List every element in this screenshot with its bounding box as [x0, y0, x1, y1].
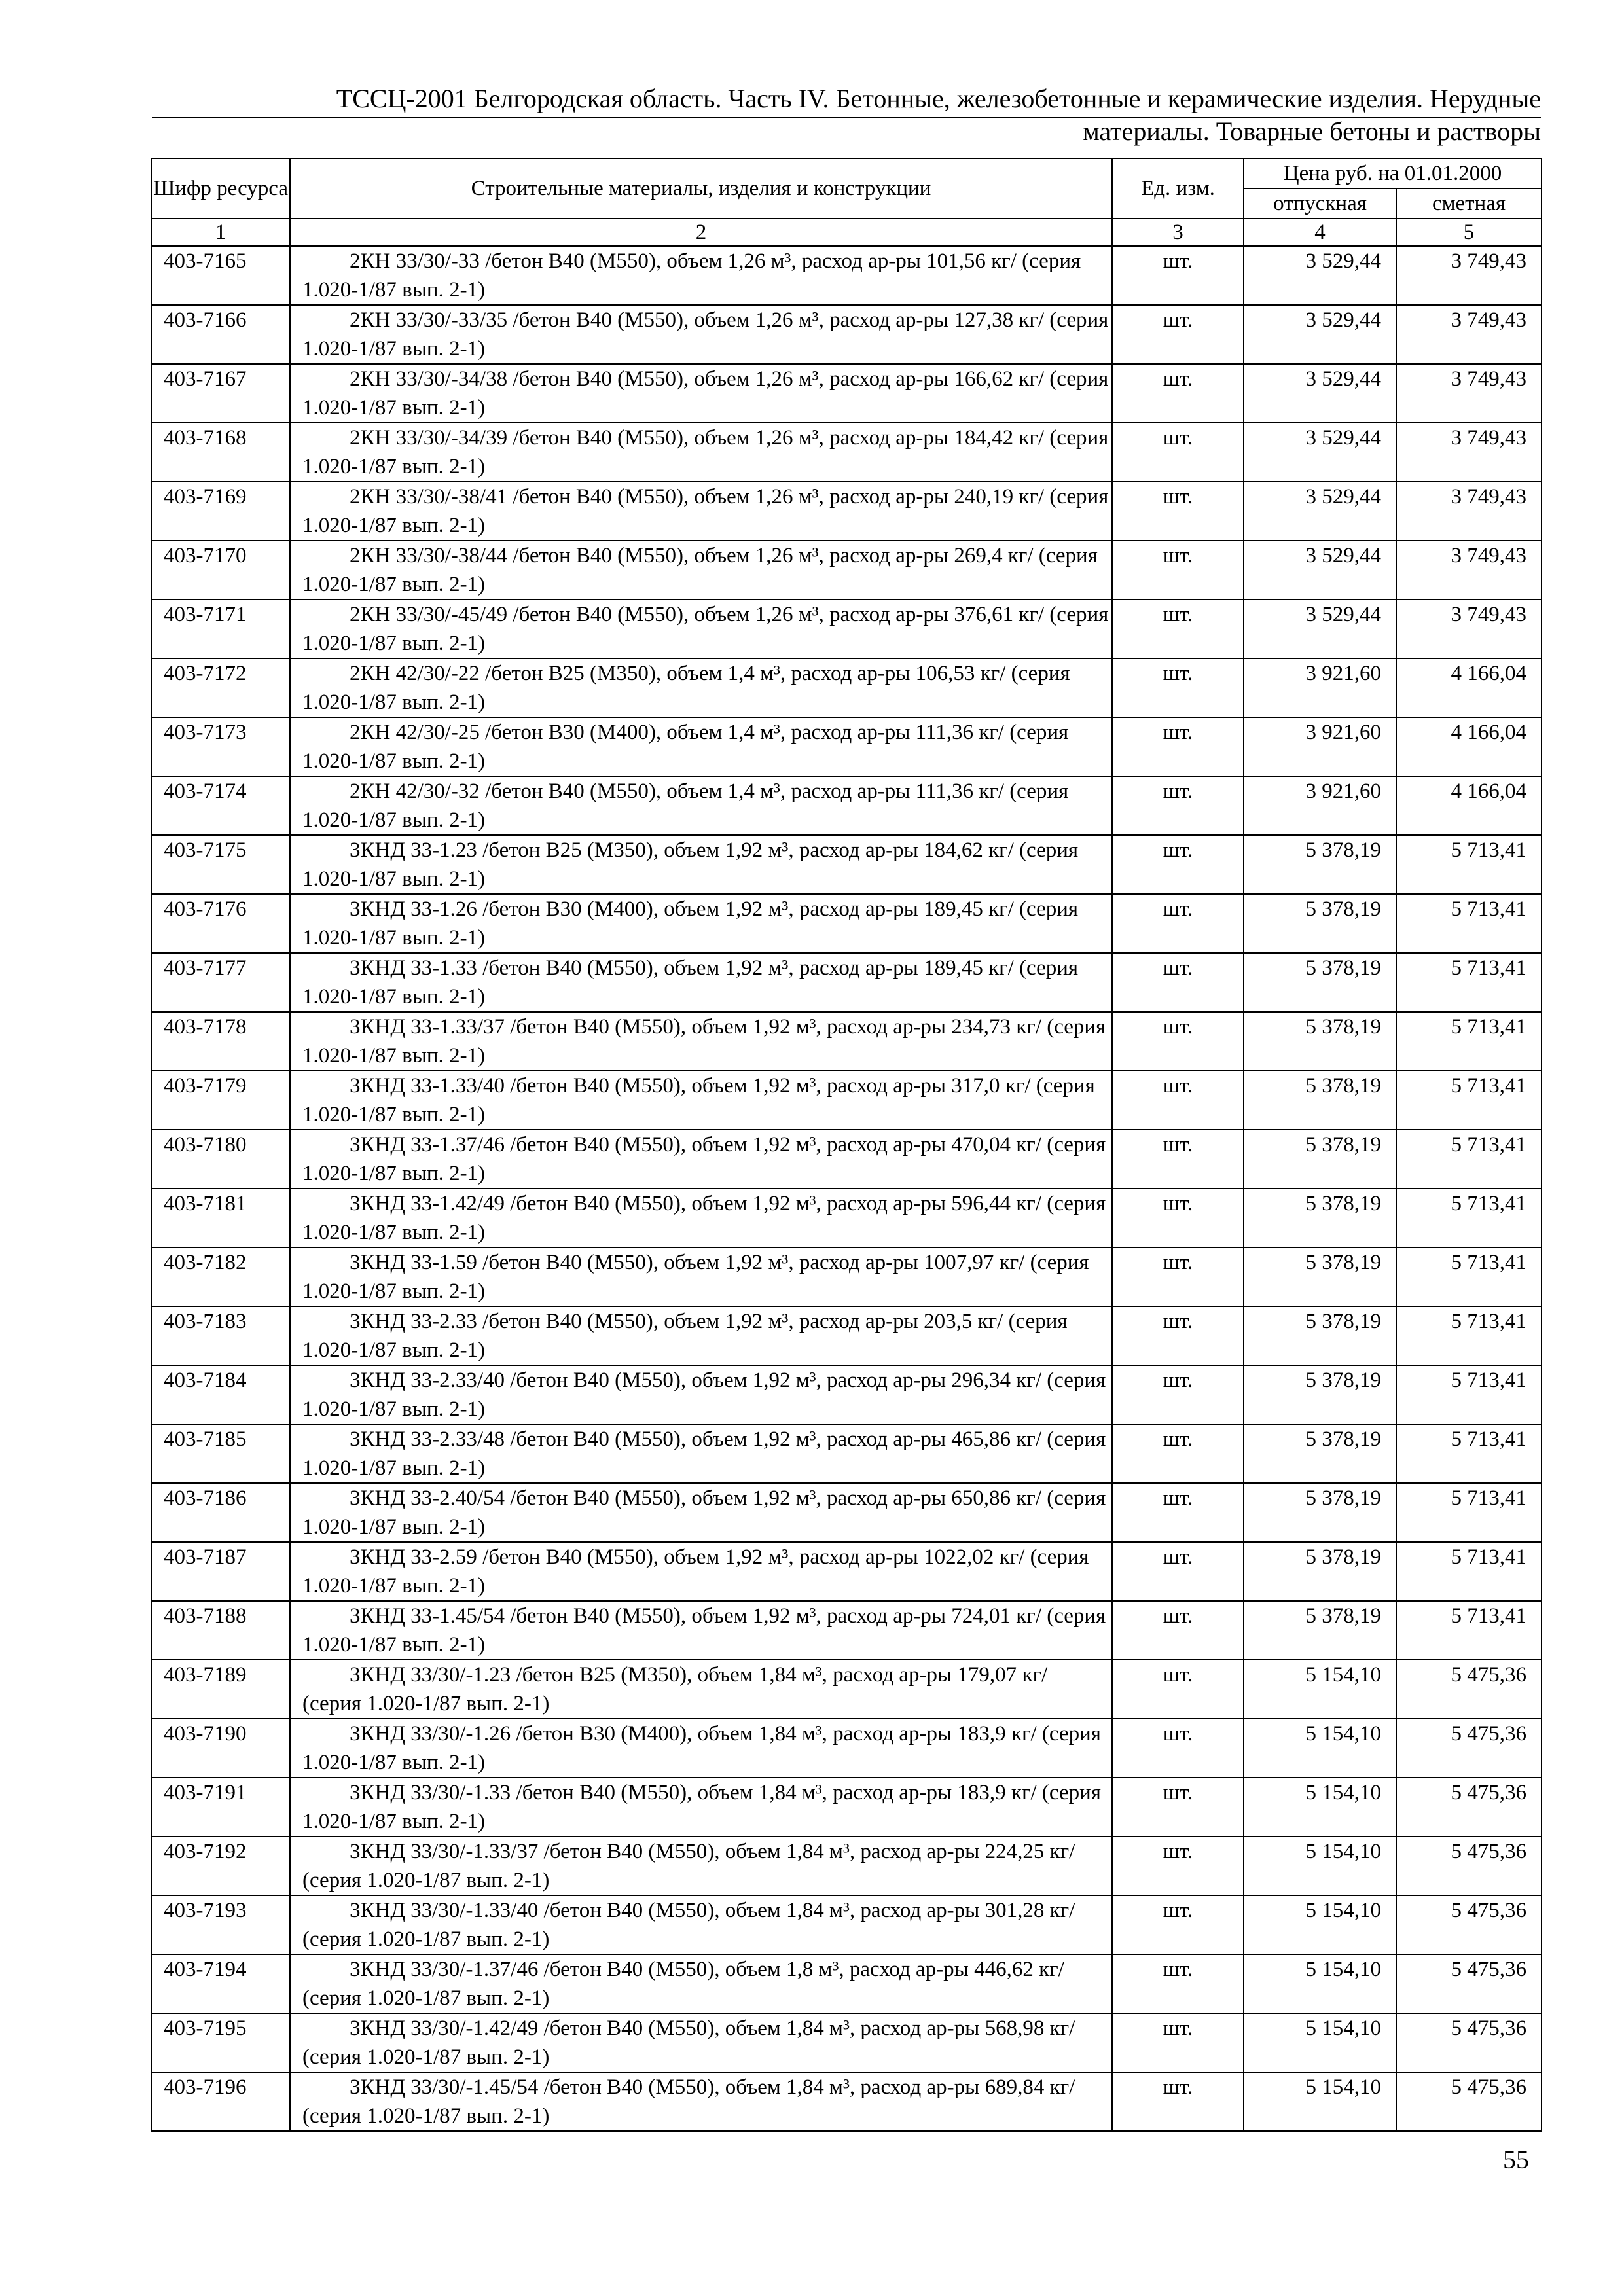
material-name-text: 3КНД 33-1.59 /бетон В40 (М550), объем 1,92 м³, расход ар-ры 1007,97 кг/ (серия 1.020-1/87 вып. 2-1) — [302, 1251, 1089, 1303]
material-name — [290, 1424, 1112, 1483]
unit-cell: шт. — [1112, 246, 1244, 305]
price-estimate: 5 713,41 — [1396, 1365, 1542, 1424]
material-name — [290, 894, 1112, 953]
price-estimate: 3 749,43 — [1396, 541, 1542, 600]
price-estimate: 5 713,41 — [1396, 1542, 1542, 1601]
table-row — [151, 2072, 1542, 2131]
page-number: 55 — [1503, 2145, 1529, 2174]
resource-code: 403-7172 — [151, 658, 290, 717]
material-name — [290, 1071, 1112, 1130]
price-estimate: 5 475,36 — [1396, 1895, 1542, 1954]
unit-cell: шт. — [1112, 1719, 1244, 1778]
resource-code: 403-7175 — [151, 835, 290, 894]
price-estimate: 5 475,36 — [1396, 1954, 1542, 2013]
price-estimate: 3 749,43 — [1396, 482, 1542, 541]
resource-code: 403-7180 — [151, 1130, 290, 1189]
price-release: 5 378,19 — [1244, 953, 1396, 1012]
material-name-text: 3КНД 33-1.23 /бетон В25 (М350), объем 1,92 м³, расход ар-ры 184,62 кг/ (серия 1.020-1/87 вып. 2-1) — [302, 838, 1079, 891]
material-name-text: 3КНД 33-2.33/48 /бетон В40 (М550), объем 1,92 м³, расход ар-ры 465,86 кг/ (серия 1.020-1/87 вып. 2-1) — [302, 1427, 1106, 1480]
price-release: 3 529,44 — [1244, 600, 1396, 658]
header-code: Шифр ресурса — [151, 158, 290, 219]
price-estimate: 5 713,41 — [1396, 1247, 1542, 1306]
material-name-text: 3КНД 33/30/-1.26 /бетон В30 (М400), объем 1,84 м³, расход ар-ры 183,9 кг/ (серия 1.020-1/87 вып. 2-1) — [302, 1722, 1101, 1774]
resource-code: 403-7188 — [151, 1601, 290, 1660]
resource-code: 403-7171 — [151, 600, 290, 658]
price-release: 3 921,60 — [1244, 717, 1396, 776]
price-release: 5 378,19 — [1244, 835, 1396, 894]
material-name — [290, 1542, 1112, 1601]
price-release: 5 154,10 — [1244, 1954, 1396, 2013]
material-name — [290, 1895, 1112, 1954]
price-release: 3 921,60 — [1244, 776, 1396, 835]
table-row — [151, 1719, 1542, 1778]
price-release: 3 921,60 — [1244, 658, 1396, 717]
resource-code: 403-7176 — [151, 894, 290, 953]
material-name-text: 2КН 33/30/-34/39 /бетон В40 (М550), объем 1,26 м³, расход ар-ры 184,42 кг/ (серия 1.020-1/87 вып. 2-1) — [302, 426, 1109, 478]
unit-cell: шт. — [1112, 541, 1244, 600]
price-estimate: 5 475,36 — [1396, 1719, 1542, 1778]
material-name-text: 3КНД 33-1.33/40 /бетон В40 (М550), объем 1,92 м³, расход ар-ры 317,0 кг/ (серия 1.020-1/87 вып. 2-1) — [302, 1074, 1095, 1126]
price-release: 5 378,19 — [1244, 1071, 1396, 1130]
material-name-text: 2КН 42/30/-25 /бетон В30 (М400), объем 1,4 м³, расход ар-ры 111,36 кг/ (серия 1.020-1/87 вып. 2-1) — [302, 721, 1069, 773]
table-row — [151, 776, 1542, 835]
header-price-release: отпускная — [1244, 188, 1396, 219]
table-row — [151, 1130, 1542, 1189]
header-name: Строительные материалы, изделия и конструкции — [290, 158, 1112, 219]
price-estimate: 5 713,41 — [1396, 1424, 1542, 1483]
material-name — [290, 1365, 1112, 1424]
resource-code: 403-7183 — [151, 1306, 290, 1365]
table-row — [151, 894, 1542, 953]
price-release: 5 378,19 — [1244, 1601, 1396, 1660]
unit-cell: шт. — [1112, 482, 1244, 541]
price-release: 5 154,10 — [1244, 1837, 1396, 1895]
unit-cell: шт. — [1112, 1542, 1244, 1601]
material-name-text: 3КНД 33-1.42/49 /бетон В40 (М550), объем 1,92 м³, расход ар-ры 596,44 кг/ (серия 1.020-1/87 вып. 2-1) — [302, 1192, 1106, 1244]
unit-cell: шт. — [1112, 894, 1244, 953]
unit-cell: шт. — [1112, 2072, 1244, 2131]
price-estimate: 5 475,36 — [1396, 2013, 1542, 2072]
unit-cell: шт. — [1112, 2013, 1244, 2072]
material-name-text: 2КН 33/30/-38/44 /бетон В40 (М550), объем 1,26 м³, расход ар-ры 269,4 кг/ (серия 1.020-1/87 вып. 2-1) — [302, 544, 1098, 596]
header-title-line-1: ТССЦ-2001 Белгородская область. Часть IV. Бетонные, железобетонные и керамические изделия. Нерудные — [336, 84, 1541, 113]
resource-code: 403-7170 — [151, 541, 290, 600]
resource-code: 403-7165 — [151, 246, 290, 305]
resource-code: 403-7195 — [151, 2013, 290, 2072]
table-row — [151, 1483, 1542, 1542]
material-name — [290, 1012, 1112, 1071]
price-estimate: 5 713,41 — [1396, 894, 1542, 953]
price-estimate: 4 166,04 — [1396, 717, 1542, 776]
material-name — [290, 717, 1112, 776]
price-estimate: 5 713,41 — [1396, 1483, 1542, 1542]
price-estimate: 5 713,41 — [1396, 953, 1542, 1012]
unit-cell: шт. — [1112, 1483, 1244, 1542]
material-name-text: 2КН 42/30/-22 /бетон В25 (М350), объем 1,4 м³, расход ар-ры 106,53 кг/ (серия 1.020-1/87 вып. 2-1) — [302, 662, 1070, 714]
material-name — [290, 953, 1112, 1012]
unit-cell: шт. — [1112, 1247, 1244, 1306]
table-row — [151, 423, 1542, 482]
material-name — [290, 1837, 1112, 1895]
material-name-text: 2КН 42/30/-32 /бетон В40 (М550), объем 1,4 м³, расход ар-ры 111,36 кг/ (серия 1.020-1/87 вып. 2-1) — [302, 780, 1069, 832]
table-row — [151, 1660, 1542, 1719]
unit-cell: шт. — [1112, 364, 1244, 423]
material-name — [290, 541, 1112, 600]
material-name — [290, 482, 1112, 541]
material-name — [290, 1601, 1112, 1660]
price-release: 5 378,19 — [1244, 1483, 1396, 1542]
price-release: 5 378,19 — [1244, 1306, 1396, 1365]
price-estimate: 5 475,36 — [1396, 2072, 1542, 2131]
unit-cell: шт. — [1112, 776, 1244, 835]
resource-code: 403-7173 — [151, 717, 290, 776]
unit-cell: шт. — [1112, 1601, 1244, 1660]
table-row — [151, 953, 1542, 1012]
material-name — [290, 600, 1112, 658]
price-estimate: 5 475,36 — [1396, 1660, 1542, 1719]
resource-code: 403-7178 — [151, 1012, 290, 1071]
table-row — [151, 1189, 1542, 1247]
table-row — [151, 541, 1542, 600]
table-row — [151, 2013, 1542, 2072]
column-number: 5 — [1396, 219, 1542, 246]
price-release: 5 154,10 — [1244, 1660, 1396, 1719]
resource-code: 403-7184 — [151, 1365, 290, 1424]
material-name-text: 3КНД 33-2.40/54 /бетон В40 (М550), объем 1,92 м³, расход ар-ры 650,86 кг/ (серия 1.020-1/87 вып. 2-1) — [302, 1486, 1106, 1539]
table-row — [151, 364, 1542, 423]
table-row — [151, 305, 1542, 364]
unit-cell: шт. — [1112, 1660, 1244, 1719]
table-row — [151, 1306, 1542, 1365]
price-release: 5 378,19 — [1244, 894, 1396, 953]
price-release: 5 378,19 — [1244, 1130, 1396, 1189]
material-name — [290, 1483, 1112, 1542]
material-name — [290, 835, 1112, 894]
material-name — [290, 246, 1112, 305]
table-row — [151, 1895, 1542, 1954]
resource-code: 403-7179 — [151, 1071, 290, 1130]
resource-code: 403-7191 — [151, 1778, 290, 1837]
price-table — [151, 158, 1542, 2132]
material-name — [290, 2072, 1112, 2131]
material-name-text: 2КН 33/30/-38/41 /бетон В40 (М550), объем 1,26 м³, расход ар-ры 240,19 кг/ (серия 1.020-1/87 вып. 2-1) — [302, 485, 1109, 537]
material-name-text: 3КНД 33/30/-1.45/54 /бетон В40 (М550), объем 1,84 м³, расход ар-ры 689,84 кг/ (серия 1.020-1/87 вып. 2-1) — [302, 2075, 1075, 2128]
price-release: 3 529,44 — [1244, 246, 1396, 305]
material-name-text: 3КНД 33-2.33 /бетон В40 (М550), объем 1,92 м³, расход ар-ры 203,5 кг/ (серия 1.020-1/87 вып. 2-1) — [302, 1310, 1068, 1362]
table-row — [151, 717, 1542, 776]
material-name — [290, 305, 1112, 364]
header-price-group: Цена руб. на 01.01.2000 — [1244, 158, 1542, 188]
page-header — [152, 84, 1541, 149]
column-number: 4 — [1244, 219, 1396, 246]
price-release: 3 529,44 — [1244, 423, 1396, 482]
material-name-text: 3КНД 33/30/-1.33/37 /бетон В40 (М550), объем 1,84 м³, расход ар-ры 224,25 кг/ (серия 1.020-1/87 вып. 2-1) — [302, 1840, 1075, 1892]
resource-code: 403-7182 — [151, 1247, 290, 1306]
header-price-estimate: сметная — [1396, 188, 1542, 219]
material-name-text: 3КНД 33/30/-1.37/46 /бетон В40 (М550), объем 1,8 м³, расход ар-ры 446,62 кг/ (серия 1.020-1/87 вып. 2-1) — [302, 1958, 1064, 2010]
unit-cell: шт. — [1112, 1189, 1244, 1247]
price-estimate: 5 713,41 — [1396, 1601, 1542, 1660]
table-row — [151, 1601, 1542, 1660]
table-row — [151, 1071, 1542, 1130]
price-estimate: 3 749,43 — [1396, 364, 1542, 423]
material-name-text: 2КН 33/30/-34/38 /бетон В40 (М550), объем 1,26 м³, расход ар-ры 166,62 кг/ (серия 1.020-1/87 вып. 2-1) — [302, 367, 1109, 420]
price-release: 5 378,19 — [1244, 1365, 1396, 1424]
table-row — [151, 835, 1542, 894]
resource-code: 403-7185 — [151, 1424, 290, 1483]
price-release: 5 378,19 — [1244, 1012, 1396, 1071]
unit-cell: шт. — [1112, 1778, 1244, 1837]
header-unit: Ед. изм. — [1112, 158, 1244, 219]
table-row — [151, 600, 1542, 658]
unit-cell: шт. — [1112, 953, 1244, 1012]
resource-code: 403-7174 — [151, 776, 290, 835]
resource-code: 403-7193 — [151, 1895, 290, 1954]
material-name — [290, 1189, 1112, 1247]
price-release: 5 154,10 — [1244, 1719, 1396, 1778]
resource-code: 403-7194 — [151, 1954, 290, 2013]
table-row — [151, 1954, 1542, 2013]
unit-cell: шт. — [1112, 1306, 1244, 1365]
resource-code: 403-7181 — [151, 1189, 290, 1247]
material-name-text: 3КНД 33-1.37/46 /бетон В40 (М550), объем 1,92 м³, расход ар-ры 470,04 кг/ (серия 1.020-1/87 вып. 2-1) — [302, 1133, 1106, 1185]
unit-cell: шт. — [1112, 600, 1244, 658]
price-release: 5 154,10 — [1244, 2072, 1396, 2131]
resource-code: 403-7187 — [151, 1542, 290, 1601]
material-name-text: 2КН 33/30/-33 /бетон В40 (М550), объем 1,26 м³, расход ар-ры 101,56 кг/ (серия 1.020-1/87 вып. 2-1) — [302, 249, 1081, 302]
resource-code: 403-7192 — [151, 1837, 290, 1895]
price-estimate: 5 713,41 — [1396, 1130, 1542, 1189]
unit-cell: шт. — [1112, 423, 1244, 482]
resource-code: 403-7186 — [151, 1483, 290, 1542]
material-name — [290, 423, 1112, 482]
price-release: 3 529,44 — [1244, 364, 1396, 423]
material-name-text: 3КНД 33/30/-1.42/49 /бетон В40 (М550), объем 1,84 м³, расход ар-ры 568,98 кг/ (серия 1.020-1/87 вып. 2-1) — [302, 2017, 1075, 2069]
unit-cell: шт. — [1112, 835, 1244, 894]
material-name — [290, 1954, 1112, 2013]
material-name-text: 3КНД 33-1.33 /бетон В40 (М550), объем 1,92 м³, расход ар-ры 189,45 кг/ (серия 1.020-1/87 вып. 2-1) — [302, 956, 1079, 1009]
resource-code: 403-7166 — [151, 305, 290, 364]
material-name-text: 3КНД 33-1.33/37 /бетон В40 (М550), объем 1,92 м³, расход ар-ры 234,73 кг/ (серия 1.020-1/87 вып. 2-1) — [302, 1015, 1106, 1067]
price-estimate: 3 749,43 — [1396, 246, 1542, 305]
price-estimate: 4 166,04 — [1396, 776, 1542, 835]
table-row — [151, 1365, 1542, 1424]
unit-cell: шт. — [1112, 305, 1244, 364]
table-row — [151, 1012, 1542, 1071]
resource-code: 403-7168 — [151, 423, 290, 482]
resource-code: 403-7190 — [151, 1719, 290, 1778]
resource-code: 403-7196 — [151, 2072, 290, 2131]
table-row — [151, 658, 1542, 717]
material-name-text: 3КНД 33-2.59 /бетон В40 (М550), объем 1,92 м³, расход ар-ры 1022,02 кг/ (серия 1.020-1/87 вып. 2-1) — [302, 1545, 1089, 1598]
unit-cell: шт. — [1112, 1365, 1244, 1424]
unit-cell: шт. — [1112, 1424, 1244, 1483]
price-release: 5 378,19 — [1244, 1424, 1396, 1483]
price-estimate: 5 713,41 — [1396, 835, 1542, 894]
price-release: 5 378,19 — [1244, 1542, 1396, 1601]
material-name-text: 3КНД 33/30/-1.33 /бетон В40 (М550), объем 1,84 м³, расход ар-ры 183,9 кг/ (серия 1.020-1/87 вып. 2-1) — [302, 1781, 1101, 1833]
price-release: 5 154,10 — [1244, 1895, 1396, 1954]
unit-cell: шт. — [1112, 1012, 1244, 1071]
table-row — [151, 482, 1542, 541]
price-estimate: 3 749,43 — [1396, 423, 1542, 482]
unit-cell: шт. — [1112, 1130, 1244, 1189]
table-row — [151, 1542, 1542, 1601]
unit-cell: шт. — [1112, 717, 1244, 776]
price-estimate: 5 475,36 — [1396, 1778, 1542, 1837]
unit-cell: шт. — [1112, 658, 1244, 717]
material-name-text: 2КН 33/30/-33/35 /бетон В40 (М550), объем 1,26 м³, расход ар-ры 127,38 кг/ (серия 1.020-1/87 вып. 2-1) — [302, 308, 1109, 361]
table-row — [151, 1424, 1542, 1483]
price-release: 5 154,10 — [1244, 2013, 1396, 2072]
material-name-text: 2КН 33/30/-45/49 /бетон В40 (М550), объем 1,26 м³, расход ар-ры 376,61 кг/ (серия 1.020-1/87 вып. 2-1) — [302, 603, 1109, 655]
material-name-text: 3КНД 33-1.45/54 /бетон В40 (М550), объем 1,92 м³, расход ар-ры 724,01 кг/ (серия 1.020-1/87 вып. 2-1) — [302, 1604, 1106, 1657]
material-name — [290, 1719, 1112, 1778]
table-body — [151, 246, 1542, 2131]
price-release: 5 378,19 — [1244, 1189, 1396, 1247]
material-name — [290, 1306, 1112, 1365]
unit-cell: шт. — [1112, 1954, 1244, 2013]
price-estimate: 5 713,41 — [1396, 1071, 1542, 1130]
material-name — [290, 2013, 1112, 2072]
unit-cell: шт. — [1112, 1837, 1244, 1895]
material-name — [290, 658, 1112, 717]
price-estimate: 5 713,41 — [1396, 1306, 1542, 1365]
material-name-text: 3КНД 33/30/-1.23 /бетон В25 (М350), объем 1,84 м³, расход ар-ры 179,07 кг/ (серия 1.020-1/87 вып. 2-1) — [302, 1663, 1048, 1715]
table-row — [151, 1247, 1542, 1306]
material-name-text: 3КНД 33/30/-1.33/40 /бетон В40 (М550), объем 1,84 м³, расход ар-ры 301,28 кг/ (серия 1.020-1/87 вып. 2-1) — [302, 1899, 1075, 1951]
material-name-text: 3КНД 33-1.26 /бетон В30 (М400), объем 1,92 м³, расход ар-ры 189,45 кг/ (серия 1.020-1/87 вып. 2-1) — [302, 897, 1079, 950]
table-row — [151, 1778, 1542, 1837]
table-row — [151, 1837, 1542, 1895]
material-name — [290, 364, 1112, 423]
resource-code: 403-7177 — [151, 953, 290, 1012]
price-release: 3 529,44 — [1244, 541, 1396, 600]
resource-code: 403-7167 — [151, 364, 290, 423]
unit-cell: шт. — [1112, 1071, 1244, 1130]
price-estimate: 4 166,04 — [1396, 658, 1542, 717]
price-release: 3 529,44 — [1244, 305, 1396, 364]
material-name — [290, 776, 1112, 835]
table-row — [151, 246, 1542, 305]
price-estimate: 5 475,36 — [1396, 1837, 1542, 1895]
price-estimate: 3 749,43 — [1396, 600, 1542, 658]
header-title-line-2: материалы. Товарные бетоны и растворы — [1083, 117, 1541, 146]
price-estimate: 3 749,43 — [1396, 305, 1542, 364]
column-number: 3 — [1112, 219, 1244, 246]
material-name — [290, 1247, 1112, 1306]
price-release: 3 529,44 — [1244, 482, 1396, 541]
material-name — [290, 1660, 1112, 1719]
column-number: 2 — [290, 219, 1112, 246]
resource-code: 403-7189 — [151, 1660, 290, 1719]
price-release: 5 154,10 — [1244, 1778, 1396, 1837]
material-name — [290, 1130, 1112, 1189]
price-estimate: 5 713,41 — [1396, 1012, 1542, 1071]
column-number: 1 — [151, 219, 290, 246]
resource-code: 403-7169 — [151, 482, 290, 541]
material-name-text: 3КНД 33-2.33/40 /бетон В40 (М550), объем 1,92 м³, расход ар-ры 296,34 кг/ (серия 1.020-1/87 вып. 2-1) — [302, 1369, 1106, 1421]
price-estimate: 5 713,41 — [1396, 1189, 1542, 1247]
material-name — [290, 1778, 1112, 1837]
price-release: 5 378,19 — [1244, 1247, 1396, 1306]
unit-cell: шт. — [1112, 1895, 1244, 1954]
